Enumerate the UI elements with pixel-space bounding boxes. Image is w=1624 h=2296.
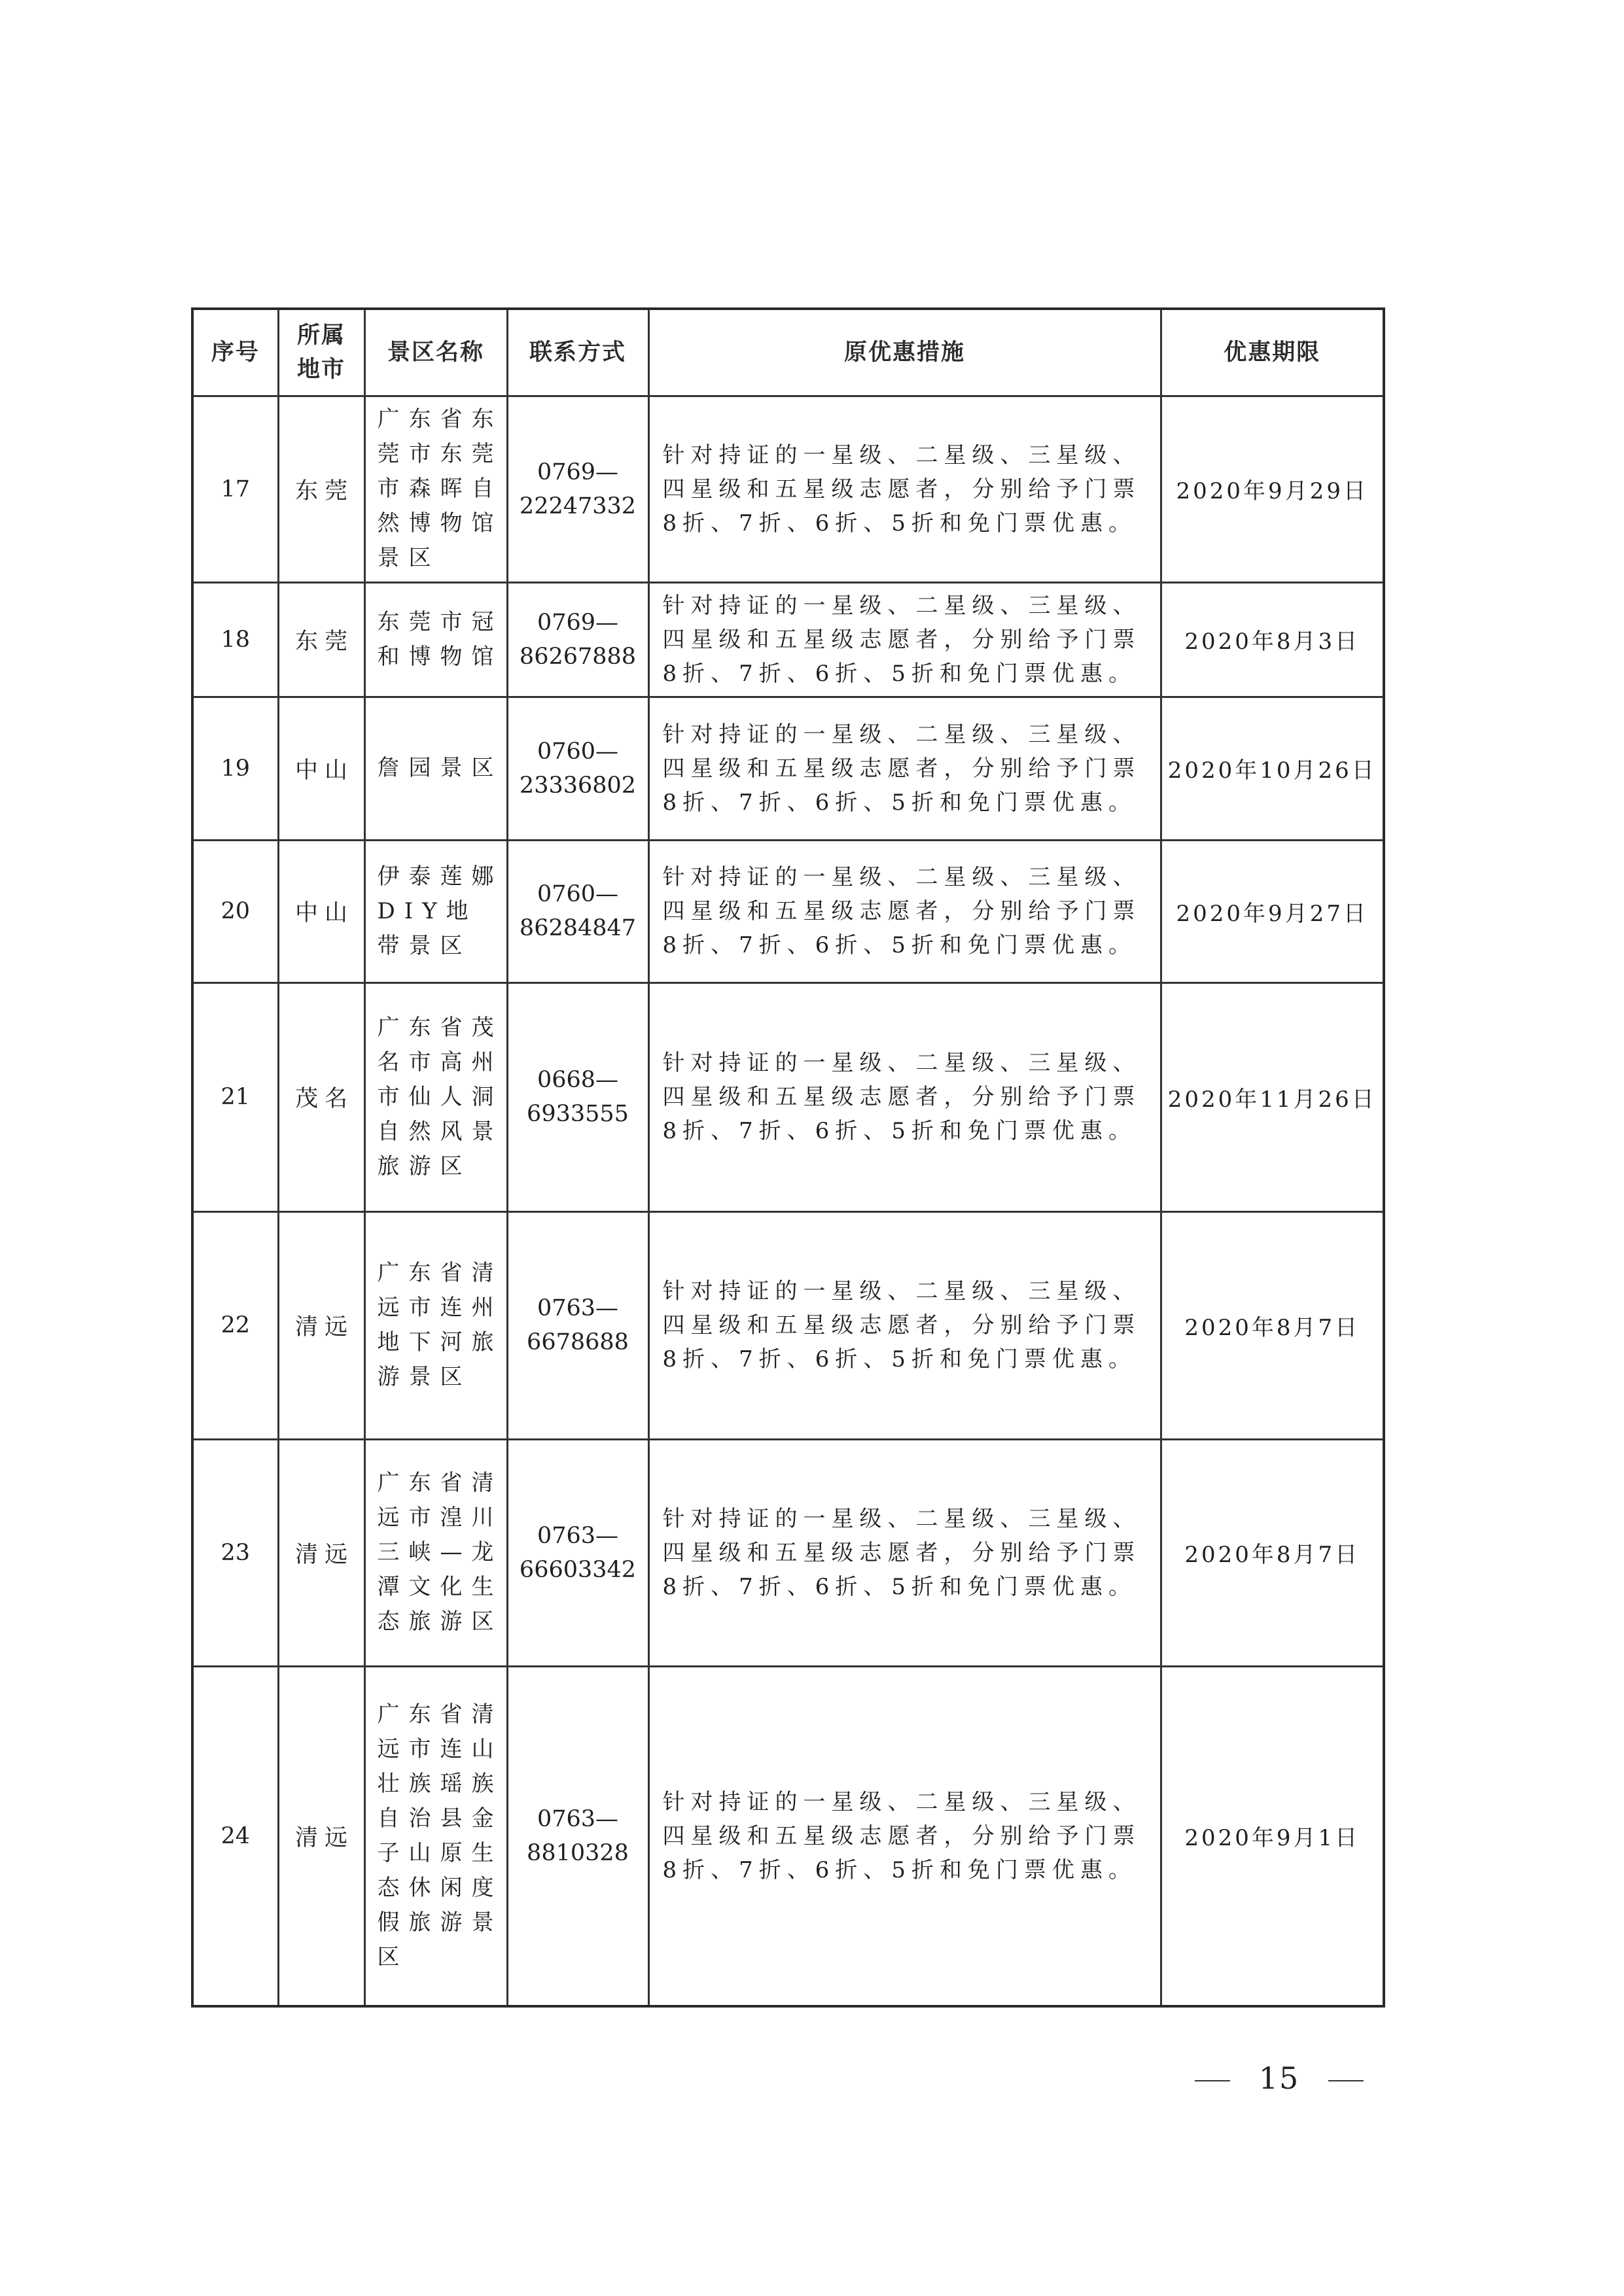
cell-original-measure: 针对持证的一星级、二星级、三星级、四星级和五星级志愿者，分别给予门票8折、7折、6折、5折和免门票优惠。 (648, 1439, 1161, 1666)
table-row (192, 1666, 1384, 2006)
cell-city: 清远 (278, 1666, 364, 2006)
header-city: 所属地市 (278, 309, 364, 396)
cell-scenic-name: 东莞市冠和博物馆 (364, 582, 507, 697)
cell-contact (507, 1211, 648, 1439)
page-number (1191, 2061, 1368, 2096)
cell-discount-period: 2020年8月7日 (1161, 1211, 1384, 1439)
contact-area-code: 0668— (537, 1067, 619, 1093)
table-row (192, 396, 1384, 582)
cell-original-measure: 针对持证的一星级、二星级、三星级、四星级和五星级志愿者，分别给予门票8折、7折、6折、5折和免门票优惠。 (648, 582, 1161, 697)
table-row (192, 983, 1384, 1211)
cell-discount-period: 2020年9月1日 (1161, 1666, 1384, 2006)
cell-discount-period: 2020年9月27日 (1161, 840, 1384, 983)
cell-contact (507, 840, 648, 983)
cell-scenic-name: 广东省清远市连山壮族瑶族自治县金子山原生态休闲度假旅游景区 (364, 1666, 507, 2006)
dash-left-decoration (1195, 2080, 1230, 2081)
contact-number: 86284847 (519, 915, 637, 941)
contact-area-code: 0760— (537, 738, 619, 765)
contact-area-code: 0763— (537, 1522, 619, 1549)
contact-number: 8810328 (527, 1839, 629, 1866)
cell-contact (507, 1439, 648, 1666)
cell-serial-number: 24 (192, 1666, 278, 2006)
contact-area-code: 0763— (537, 1805, 619, 1832)
table-row (192, 582, 1384, 697)
cell-city: 清远 (278, 1439, 364, 1666)
header-serial-number: 序号 (192, 309, 278, 396)
table-row (192, 840, 1384, 983)
cell-discount-period: 2020年10月26日 (1161, 697, 1384, 840)
contact-number: 23336802 (519, 772, 637, 799)
contact-number: 86267888 (519, 643, 637, 670)
cell-discount-period: 2020年8月7日 (1161, 1439, 1384, 1666)
cell-serial-number: 21 (192, 983, 278, 1211)
header-original-measure: 原优惠措施 (648, 309, 1161, 396)
cell-serial-number: 20 (192, 840, 278, 983)
cell-contact (507, 1666, 648, 2006)
cell-contact (507, 697, 648, 840)
table-row (192, 697, 1384, 840)
contact-area-code: 0769— (537, 609, 619, 636)
cell-city: 东莞 (278, 582, 364, 697)
cell-scenic-name: 广东省清远市湟川三峡—龙潭文化生态旅游区 (364, 1439, 507, 1666)
header-contact: 联系方式 (507, 309, 648, 396)
cell-serial-number: 22 (192, 1211, 278, 1439)
table-row (192, 1439, 1384, 1666)
cell-city: 东莞 (278, 396, 364, 582)
cell-original-measure: 针对持证的一星级、二星级、三星级、四星级和五星级志愿者，分别给予门票8折、7折、6折、5折和免门票优惠。 (648, 983, 1161, 1211)
cell-serial-number: 18 (192, 582, 278, 697)
header-scenic-name: 景区名称 (364, 309, 507, 396)
dash-right-decoration (1328, 2080, 1364, 2081)
scenic-discount-table (191, 307, 1385, 2008)
cell-original-measure: 针对持证的一星级、二星级、三星级、四星级和五星级志愿者，分别给予门票8折、7折、6折、5折和免门票优惠。 (648, 1211, 1161, 1439)
cell-serial-number: 19 (192, 697, 278, 840)
contact-area-code: 0769— (537, 459, 619, 485)
contact-area-code: 0763— (537, 1295, 619, 1321)
contact-number: 6678688 (527, 1329, 629, 1355)
cell-discount-period: 2020年11月26日 (1161, 983, 1384, 1211)
cell-serial-number: 17 (192, 396, 278, 582)
cell-scenic-name: 伊泰莲娜DIY地带景区 (364, 840, 507, 983)
cell-contact (507, 983, 648, 1211)
contact-number: 6933555 (527, 1101, 629, 1127)
cell-serial-number: 23 (192, 1439, 278, 1666)
cell-city: 中山 (278, 840, 364, 983)
contact-area-code: 0760— (537, 881, 619, 907)
cell-discount-period: 2020年9月29日 (1161, 396, 1384, 582)
cell-scenic-name: 广东省清远市连州地下河旅游景区 (364, 1211, 507, 1439)
cell-original-measure: 针对持证的一星级、二星级、三星级、四星级和五星级志愿者，分别给予门票8折、7折、6折、5折和免门票优惠。 (648, 697, 1161, 840)
header-discount-period: 优惠期限 (1161, 309, 1384, 396)
cell-city: 清远 (278, 1211, 364, 1439)
contact-number: 66603342 (519, 1556, 637, 1583)
cell-contact (507, 396, 648, 582)
cell-original-measure: 针对持证的一星级、二星级、三星级、四星级和五星级志愿者，分别给予门票8折、7折、6折、5折和免门票优惠。 (648, 396, 1161, 582)
cell-city: 茂名 (278, 983, 364, 1211)
cell-scenic-name: 广东省茂名市高州市仙人洞自然风景旅游区 (364, 983, 507, 1211)
cell-original-measure: 针对持证的一星级、二星级、三星级、四星级和五星级志愿者，分别给予门票8折、7折、6折、5折和免门票优惠。 (648, 1666, 1161, 2006)
page-number-value: 15 (1258, 2061, 1300, 2096)
table-row (192, 1211, 1384, 1439)
cell-contact (507, 582, 648, 697)
cell-discount-period: 2020年8月3日 (1161, 582, 1384, 697)
cell-city: 中山 (278, 697, 364, 840)
cell-scenic-name: 广东省东莞市东莞市森晖自然博物馆景区 (364, 396, 507, 582)
cell-original-measure: 针对持证的一星级、二星级、三星级、四星级和五星级志愿者，分别给予门票8折、7折、6折、5折和免门票优惠。 (648, 840, 1161, 983)
contact-number: 22247332 (519, 493, 637, 519)
table-header-row (192, 309, 1384, 396)
cell-scenic-name: 詹园景区 (364, 697, 507, 840)
